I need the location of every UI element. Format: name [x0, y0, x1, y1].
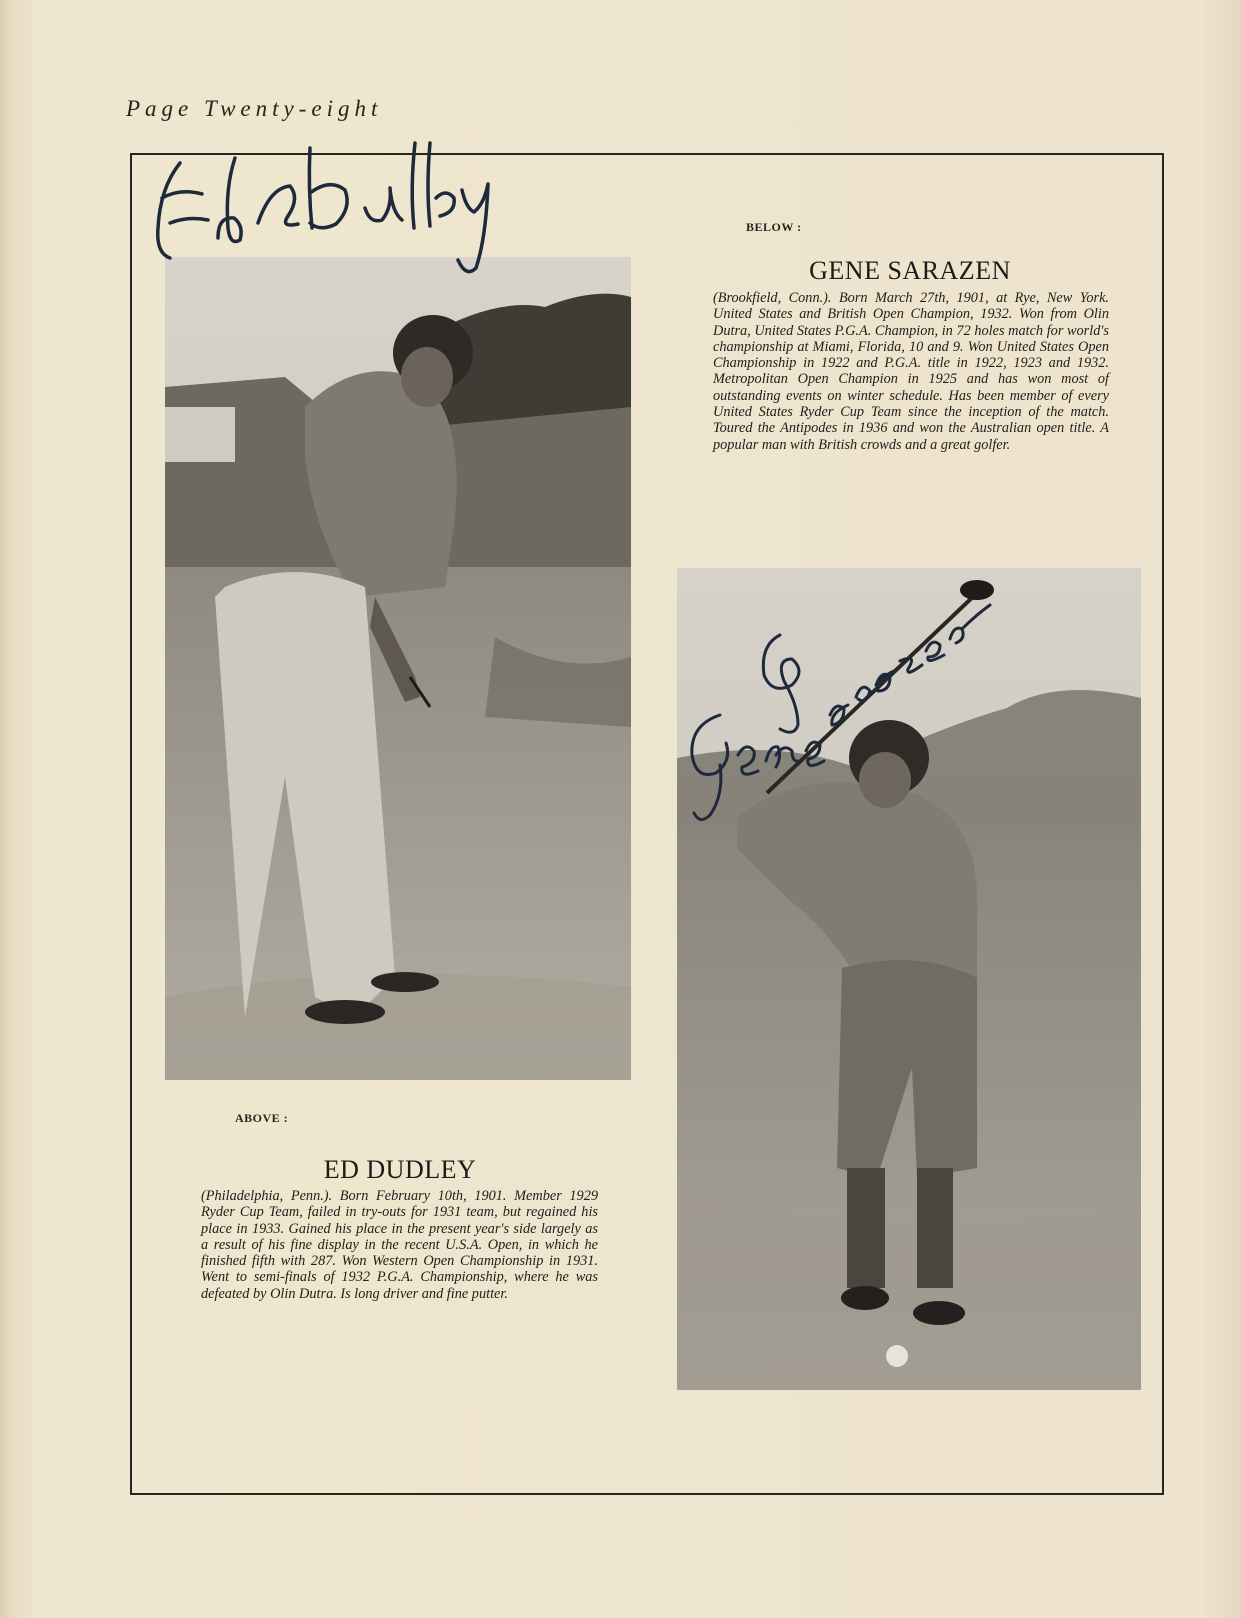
gene-sarazen-bio: (Brookfield, Conn.). Born March 27th, 1901, at Rye, New York. United States and British Open Champion, 1932. Won from Olin Dutra, United States P.G.A. Champion, in 72 holes match for world's championship at Miami, Florida, 10 and 9. Won United States Open Championship in 1922 and P.G.A. title in 1922, 1923 and 1932. Metropolitan Open Champion in 1925 and has won most of outstanding events on winter schedule. Has been member of every United States Ryder Cup Team since the inception of the match. Toured the Antipodes in 1936 and won the Australian open title. A popular man with British crowds and a great golfer.	[713, 290, 1109, 453]
ed-dudley-photo	[165, 257, 631, 1080]
gene-sarazen-photo	[677, 568, 1141, 1390]
below-label: BELOW :	[746, 220, 802, 234]
gene-sarazen-name: GENE SARAZEN	[809, 256, 1011, 285]
page-number: Page Twenty-eight	[126, 96, 383, 121]
ed-dudley-bio: (Philadelphia, Penn.). Born February 10th, 1901. Member 1929 Ryder Cup Team, failed in try-outs for 1931 team, but regained his place in 1933. Gained his place in the present year's side largely as a result of his fine display in the recent U.S.A. Open, in which he finished fifth with 287. Won Western Open Championship in 1931. Went to semi-finals of 1932 P.G.A. Championship, where he was defeated by Olin Dutra. Is long driver and fine putter.	[201, 1188, 598, 1302]
above-label: ABOVE :	[235, 1111, 289, 1125]
ed-dudley-name: ED DUDLEY	[323, 1155, 477, 1184]
